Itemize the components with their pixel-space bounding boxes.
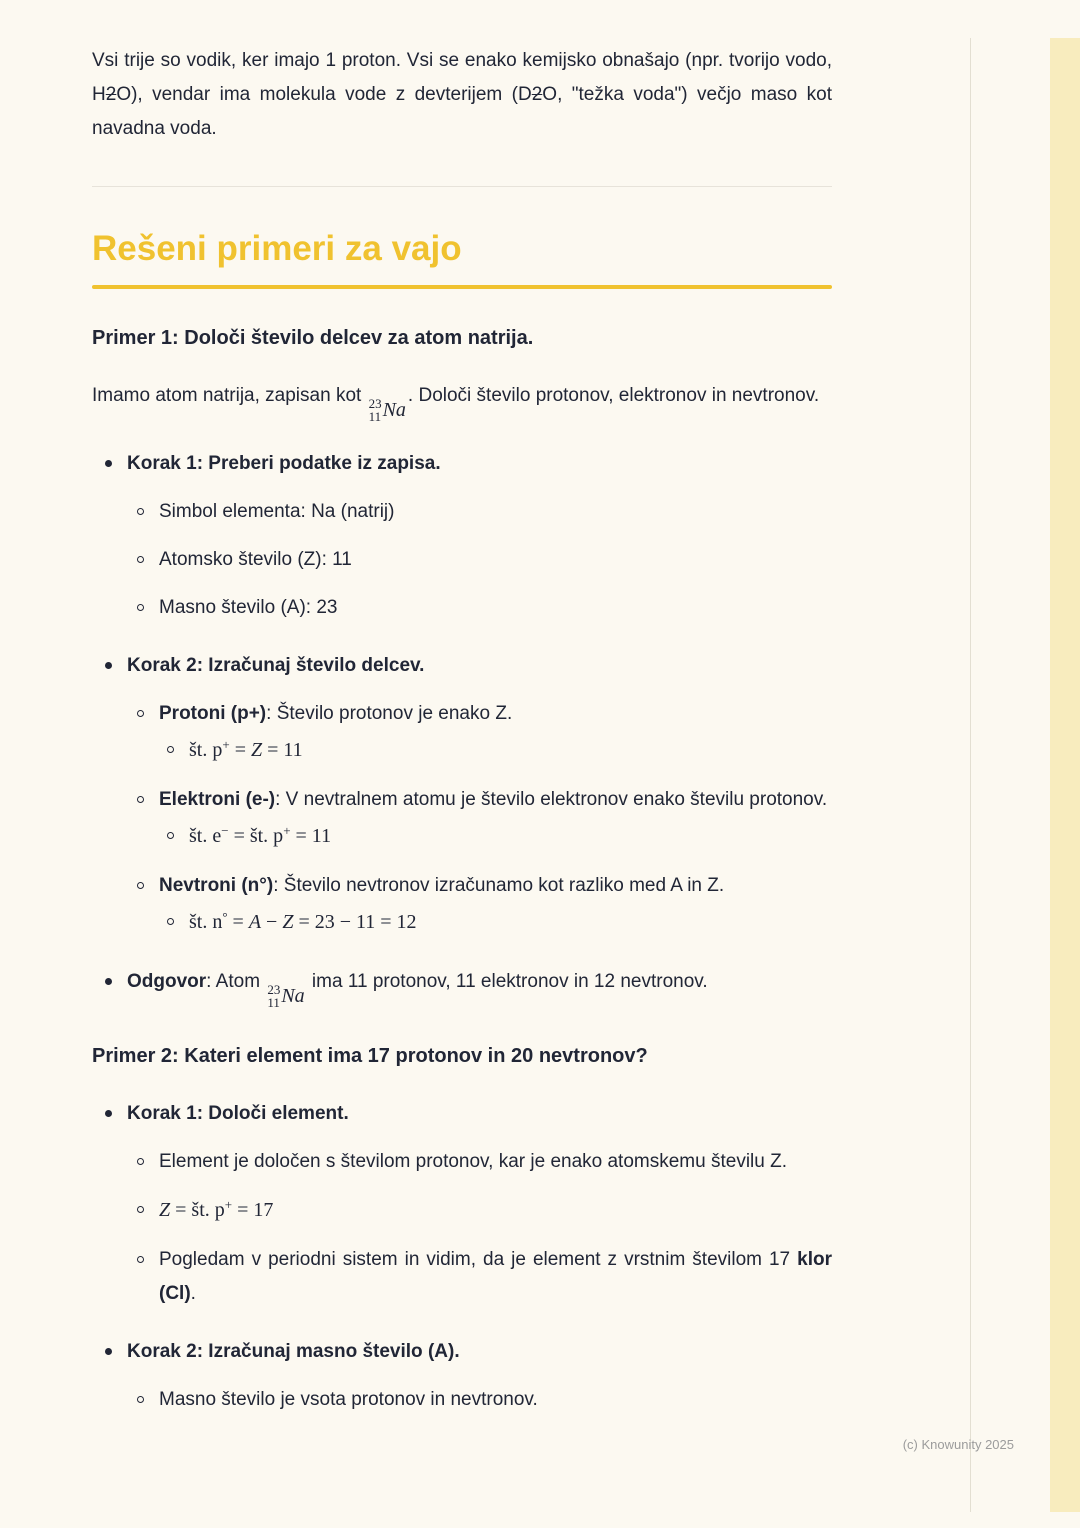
- bullet-icon: [105, 460, 112, 467]
- primer1-heading: Primer 1: Določi število delcev za atom natrija.: [92, 327, 534, 349]
- list-item: [137, 1383, 832, 1417]
- bullet-icon: [105, 978, 112, 985]
- intro-text-1: Vsi trije so vodik, ker imajo 1 proton. Vsi se enako kemijsko obnašajo (npr. tvorijo vodo, H: [92, 50, 832, 105]
- circle-bullet-icon: [137, 508, 144, 515]
- superscript-plus: +: [224, 1197, 233, 1212]
- formula-term: = 11: [262, 739, 303, 761]
- korak1-item-1: Simbol elementa: Na (natrij): [159, 501, 395, 522]
- item3-pre: Pogledam v periodni sistem in vidim, da je element z vrstnim številom 17: [159, 1249, 798, 1270]
- p2-korak2-item-1: Masno število je vsota protonov in nevtronov.: [159, 1389, 538, 1410]
- formula-term: št. p: [189, 739, 223, 761]
- odgovor-lead: Odgovor: [127, 971, 207, 992]
- list-item-p2-korak2: [92, 1335, 832, 1369]
- list-item-korak2: [92, 649, 832, 683]
- element-symbol: Na: [281, 985, 305, 1007]
- section-title: Rešeni primeri za vajo: [92, 229, 462, 268]
- superscript-plus: +: [283, 823, 291, 838]
- formula-term: =: [229, 739, 251, 761]
- variable-Z: Z: [282, 911, 294, 933]
- primer2-heading: Primer 2: Kateri element ima 17 protonov in 20 nevtronov?: [92, 1045, 648, 1067]
- variable-Z: Z: [159, 1199, 171, 1221]
- circle-bullet-icon: [137, 1256, 144, 1263]
- list-item-formula: [137, 1193, 832, 1229]
- formula-term: = 23 − 11 = 12: [293, 911, 417, 933]
- horizontal-divider: [92, 186, 832, 187]
- list-item: [137, 1243, 832, 1311]
- nevtroni-lead: Nevtroni (n°): [159, 875, 274, 896]
- list-item-formula: [167, 905, 832, 941]
- p2-korak2-title: Korak 2: Izračunaj masno število (A).: [127, 1341, 460, 1362]
- circle-bullet-icon: [167, 832, 174, 839]
- primer1-intro-pre: Imamo atom natrija, zapisan kot: [92, 385, 367, 406]
- list-item: [137, 591, 832, 625]
- formula-term: št. e: [189, 825, 222, 847]
- intro-text-3: O, "težka voda") večjo maso kot navadna voda.: [92, 84, 832, 139]
- list-item-protoni: [137, 697, 832, 731]
- primer1-intro-post: . Določi število protonov, elektronov in nevtronov.: [407, 385, 820, 406]
- circle-bullet-icon: [137, 1206, 144, 1213]
- formula-term: = št. p: [170, 1199, 225, 1221]
- korak1-item-2: Atomsko število (Z): 11: [159, 549, 352, 570]
- nevtroni-text: [159, 869, 832, 903]
- struck-subscript-2: 2: [105, 84, 117, 105]
- mass-number: 23: [267, 982, 281, 997]
- korak1-item-3: Masno število (A): 23: [159, 597, 338, 618]
- korak2-title: Korak 2: Izračunaj število delcev.: [127, 655, 425, 676]
- bullet-icon: [105, 1348, 112, 1355]
- primer1-intro-paragraph: [92, 379, 832, 423]
- list-item-odgovor: [92, 965, 832, 1009]
- protoni-rest: : Število protonov je enako Z.: [266, 703, 513, 724]
- formula-term: = št. p: [228, 825, 284, 847]
- superscript-degree: °: [222, 909, 228, 924]
- protoni-text: [159, 697, 832, 731]
- nevtroni-rest: : Število nevtronov izračunamo kot razliko med A in Z.: [273, 875, 725, 896]
- page-edge-line: [970, 38, 971, 1512]
- formula-term: = 11: [290, 825, 332, 847]
- list-item: [137, 1145, 832, 1179]
- circle-bullet-icon: [137, 882, 144, 889]
- circle-bullet-icon: [167, 918, 174, 925]
- atomic-number: 11: [267, 995, 280, 1010]
- list-item: [137, 495, 832, 529]
- nuclide-notation: [369, 397, 406, 423]
- nevtroni-formula: [189, 905, 832, 941]
- list-item-korak1: [92, 447, 832, 481]
- list-item: [137, 543, 832, 577]
- circle-bullet-icon: [137, 796, 144, 803]
- bullet-icon: [105, 1110, 112, 1117]
- circle-bullet-icon: [137, 1396, 144, 1403]
- circle-bullet-icon: [137, 604, 144, 611]
- circle-bullet-icon: [137, 1158, 144, 1165]
- list-item-nevtroni: [137, 869, 832, 903]
- variable-Z: Z: [250, 739, 263, 761]
- list-item-elektroni: [137, 783, 832, 817]
- superscript-minus: −: [221, 823, 229, 838]
- element-symbol: Na: [382, 399, 406, 421]
- odgovor-pre: : Atom: [206, 971, 266, 992]
- formula-term: št. n: [189, 911, 223, 933]
- p2-korak1-item-1: Element je določen s številom protonov, kar je enako atomskemu številu Z.: [159, 1151, 787, 1172]
- protoni-formula: [189, 733, 832, 769]
- elektroni-text: [159, 783, 832, 817]
- p2-korak1-title: Korak 1: Določi element.: [127, 1103, 349, 1124]
- elektroni-rest: : V nevtralnem atomu je število elektronov enako številu protonov.: [275, 789, 828, 810]
- circle-bullet-icon: [137, 710, 144, 717]
- p2-korak1-item-3: [159, 1243, 832, 1311]
- elektroni-formula: [189, 819, 832, 855]
- mass-number: 23: [368, 396, 382, 411]
- nuclide-notation: [267, 983, 304, 1009]
- nuclide-scripts: [267, 983, 280, 1009]
- intro-paragraph: [92, 44, 832, 146]
- formula-term: = 17: [232, 1199, 274, 1221]
- variable-A: A: [248, 911, 262, 933]
- nuclide-scripts: [369, 397, 382, 423]
- struck-subscript-2: 2: [531, 84, 543, 105]
- next-page-edge: [1050, 38, 1080, 1512]
- korak1-title: Korak 1: Preberi podatke iz zapisa.: [127, 453, 441, 474]
- atomic-number: 11: [368, 409, 382, 424]
- list-item-p2-korak1: [92, 1097, 832, 1131]
- formula-term: −: [261, 911, 283, 933]
- p2-formula: [159, 1193, 832, 1229]
- item3-bold: klor (Cl): [159, 1249, 832, 1304]
- title-underline: [92, 285, 832, 289]
- odgovor-post: ima 11 protonov, 11 elektronov in 12 nevtronov.: [306, 971, 708, 992]
- list-item-formula: [167, 733, 832, 769]
- odgovor-text: [127, 965, 832, 1009]
- circle-bullet-icon: [137, 556, 144, 563]
- document-content: [92, 0, 832, 1417]
- item3-post: .: [190, 1283, 196, 1304]
- list-item-formula: [167, 819, 832, 855]
- protoni-lead: Protoni (p+): [159, 703, 267, 724]
- bullet-icon: [105, 662, 112, 669]
- circle-bullet-icon: [167, 746, 174, 753]
- superscript-plus: +: [222, 737, 230, 752]
- intro-text-2: O), vendar ima molekula vode z devterijem (D: [116, 84, 532, 105]
- formula-term: =: [227, 911, 249, 933]
- watermark-text: (c) Knowunity 2025: [902, 1437, 1014, 1452]
- elektroni-lead: Elektroni (e-): [159, 789, 276, 810]
